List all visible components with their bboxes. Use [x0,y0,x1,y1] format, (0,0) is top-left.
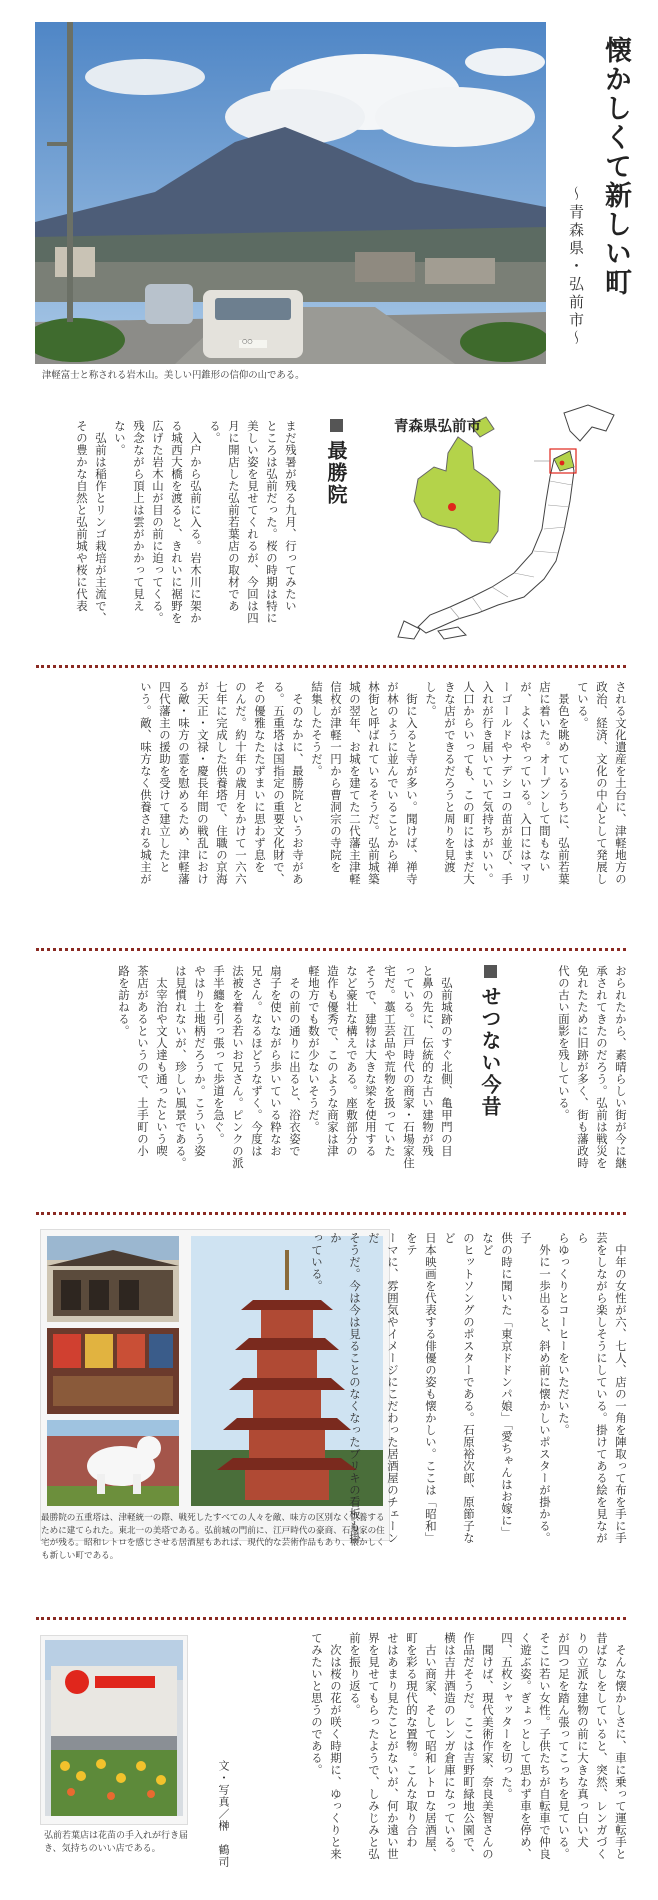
text-line: 弘前は稲作とリンゴ栽培が主流で、 [94,420,108,624]
text-line: 日本映画を代表する俳優の姿も懐かしい。ここは「昭和」をテ [405,1232,438,1544]
text-line: 軽地方でも数が少ないそうだ。 [307,965,321,1133]
text-line: 入户から弘前に入る。岩木川に架か [189,420,203,624]
text-line: 宅だ。藁工芸品や荒物を扱っていた [383,965,397,1157]
text-line: る敵・味方の霊を慰めるため、津軽藩 [177,681,191,885]
text-line: 聞けば、現代美術作家、奈良美智さんの [481,1632,495,1860]
column-block2 [36,681,630,931]
page-subtitle: 〜青森県・弘前市〜 [567,186,585,348]
text-line: 外に一歩出ると、斜め前に懐かしいポスターが掛かる。子 [519,1232,552,1544]
text-line: その前の通りに出ると、浴衣姿で [288,965,302,1157]
text-line: 横は吉井酒造のレンガ倉庫になっている。 [443,1632,457,1860]
text-line: る城西大橋を渡ると、きれいに裾野を [170,420,184,624]
text-line: 造作も優秀で、このような商家は津 [326,965,340,1157]
text-line: 中年の女性が六、七人、店の一角を陣取って布を手に手 [614,1232,628,1544]
credit: 文・写真／榊 鶴司 [217,1760,230,1868]
text-line: 人口からいっても、この町にはまだ大 [462,681,476,885]
text-line: 芸をしながら楽しそうにしている。掛けてある絵を見ながら [576,1232,609,1544]
text-line: その優雅なたたずまいに思わず息を [253,681,267,873]
text-line: 七年に完成した供養塔で、住職の京海 [215,681,229,885]
text-line: ところは弘前だった。桜の時期は特に [265,420,279,624]
text-line: が天正・文禄・慶長年間の戦乱におけ [196,681,210,885]
text-line: 昔ばなしをしていると、突然、レンガづく [595,1632,609,1860]
text-line: 茶店があるというので、土手町の小 [136,965,150,1157]
text-line: など豪壮な構えである。座敷部分の [345,965,359,1157]
text-line: のんだ。約十年の歳月をかけて一六六 [234,681,248,885]
text-line: 町を彩る現代的な置物。こんな取り合わ [405,1632,419,1848]
hirosaki-marker [448,503,456,511]
text-line: ない。 [113,420,127,456]
text-line: 承されてきたのだろう。弘前は戦災を [595,965,609,1169]
text-line: される文化遺産を土台に、津軽地方の [614,681,628,885]
text-line: てみたいと思うのである。 [310,1632,324,1776]
text-line: 四代藩主の援助を受けて建立したと [158,681,172,873]
column-block5 [250,1632,630,1877]
text-line: 作品だそうだ。ここは吉野町緑地公園で、 [462,1632,476,1860]
heading-square-icon [330,419,343,432]
text-line: そこに若い女性。子供たちが自転車で仲良 [538,1632,552,1860]
text-line: 法被を着る若いお兄さん。ピンクの派 [231,965,245,1169]
text-line: 太宰治や文人達も通ったという喫 [155,965,169,1157]
divider-1 [36,665,626,668]
text-line: 供の時に聞いた「東京ドドンパ娘」「愛ちゃんはお嫁に」など [481,1232,514,1539]
hero-caption: 津軽富士と称される岩木山。美しい円錐形の信仰の山である。 [42,370,305,381]
text-line: 弘前城跡のすぐ北側、亀甲門の目 [440,965,454,1157]
column-block4 [310,1232,630,1550]
text-line: っている。 [310,1232,324,1292]
japan-map [374,401,628,643]
store-photo-panel [40,1635,188,1825]
text-line: おられたから、素晴らしい街が今に継 [614,965,628,1169]
text-line: が四つ足を踏ん張ってこっちを見ている。 [557,1632,571,1860]
text-line: ている。 [576,681,590,729]
text-line: りの立派な建物の前に大きな真っ白い犬 [576,1632,590,1848]
text-line: まだ残暑が残る九月、行ってみたい [284,420,298,612]
column-block1 [36,420,300,642]
text-line: きな店ができるだろうと周りを見渡 [443,681,457,873]
hero-plate: ○○ [242,338,253,345]
text-line: 次は桜の花が咲く時期に、ゆっくりと来 [329,1632,343,1860]
store-photo [41,1636,187,1820]
text-line: 界を見せてもらったようで、しみじみと弘 [367,1632,381,1860]
text-line: らゆっくりとコーヒーをいただいた。 [557,1232,571,1436]
text-line: ーゴールドやナデシコの苗が並び、手 [500,681,514,885]
text-line: そうだ。今は今は見ることのなくなったブリキの看板も掛か [329,1232,362,1544]
heading-square-icon-2 [484,965,497,978]
text-line: 代の古い面影を残している。 [557,965,571,1121]
text-line: 街に入ると寺が多い。聞けば、禅寺 [405,681,419,885]
text-line: 広げた岩木山が目の前に迫ってくる。 [151,420,165,624]
text-line: いう。敵、味方なく供養される城主が [139,681,153,885]
text-line: 林街と呼ばれているそうだ。弘前城築 [367,681,381,885]
text-line: 残念ながら頂上は雲がかかって見え [132,420,146,612]
text-line: そのなかに、最勝院というお寺があ [291,681,305,885]
text-line: その豊かな自然と弘前城や桜に代表 [75,420,89,612]
text-line: やはり土地柄だろうか。こういう姿 [193,965,207,1157]
text-line: 手半纏を引っ張って歩道を急ぐ。 [212,965,226,1145]
text-line: 景色を眺めているうちに、弘前若葉 [557,681,571,885]
column-block3-right [540,965,630,1195]
text-line: そうで、建物は大きな梁を使用する [364,965,378,1157]
divider-4 [36,1617,626,1620]
text-line: 四、五枚シャッターを切った。 [500,1632,514,1800]
text-line: 免れたために旧跡が多く、街も藩政時 [576,965,590,1169]
text-line: る。 [208,420,222,444]
section-heading-setsunai: せつない今昔 [476,965,505,1118]
text-line: る。五重塔は国指定の重要文化財で、 [272,681,286,885]
section-heading-saishoin: 最勝院 [322,419,351,506]
text-line: 扇子を使いながら歩いている粋なお [269,965,283,1157]
text-line: 結集したそうだ。 [310,681,324,777]
store-caption: 弘前若葉店は花苗の手入れが行き届き、気持ちのいい店である。 [44,1831,189,1854]
text-line: 入れが行き届いていて気持ちがいい。 [481,681,495,885]
text-line: 古い商家、そして昭和レトロな居酒屋、 [424,1632,438,1860]
text-line: せはあまり見たことがないが、何か遠い世 [386,1632,400,1860]
text-line: が林のように並んでいることから禅 [386,681,400,873]
map-panel [374,401,628,643]
text-line: 店に着いた。オープンして間もない [538,681,552,873]
hero-photo [35,22,546,364]
text-line: 兄さん。なるほどうなずく。今度は [250,965,264,1157]
text-line: 美しい姿を見せてくれるが、今回は四 [246,420,260,624]
text-line: が、よくはやっている。入口にはマリ [519,681,533,885]
text-line: 信枚が津軽一円から曹洞宗の寺院を [329,681,343,873]
divider-3 [36,1212,626,1215]
text-line: は見慣れないが、珍しい風景である。 [174,965,188,1169]
text-line: 月に開店した弘前若葉店の取材であ [227,420,241,612]
gallery-caption: 最勝院の五重塔は、津軽統一の際、戦死したすべての人々を敵、味方の区別なく供養するために建てられた。東北一の美塔である。弘前城の門前に、江戸時代の豪商、石場家の住宅が残る。昭和レトロを感じさせる居酒屋もあれば、現代的な芸術作品もあり、懐かしくも新しい町である。 [41,1513,385,1561]
divider-2 [36,948,626,951]
text-line: そんな懐かしさに、車に乗って運転手と [614,1632,628,1860]
text-line: っている。江戸時代の商家・石場家住 [402,965,416,1169]
text-line: 前を振り返る。 [348,1632,362,1716]
text-line: 政治、経済、文化の中心として発展し [595,681,609,885]
text-line: く遊ぶ姿。ぎょっとして思わず車を停め、 [519,1632,533,1860]
text-line: 城の翌年、お城を建てた二代藩主津軽 [348,681,362,885]
text-line: 路を訪ねる。 [117,965,131,1037]
text-line: した。 [424,681,438,717]
text-line: と鼻の先に、伝統的な古い建物が残 [421,965,435,1157]
iwaki-mountain-photo [35,22,546,364]
column-block3-left [36,965,456,1195]
text-line: のヒットソングのポスターである。石原裕次郎、原節子など [443,1232,476,1544]
page-title: 懐かしくて新しい町 [600,36,631,297]
map-title: 青森県弘前市 [394,419,481,435]
text-line: ーマに、雰囲気やイメージにこだわった居酒屋のチェーンだ [367,1232,400,1544]
